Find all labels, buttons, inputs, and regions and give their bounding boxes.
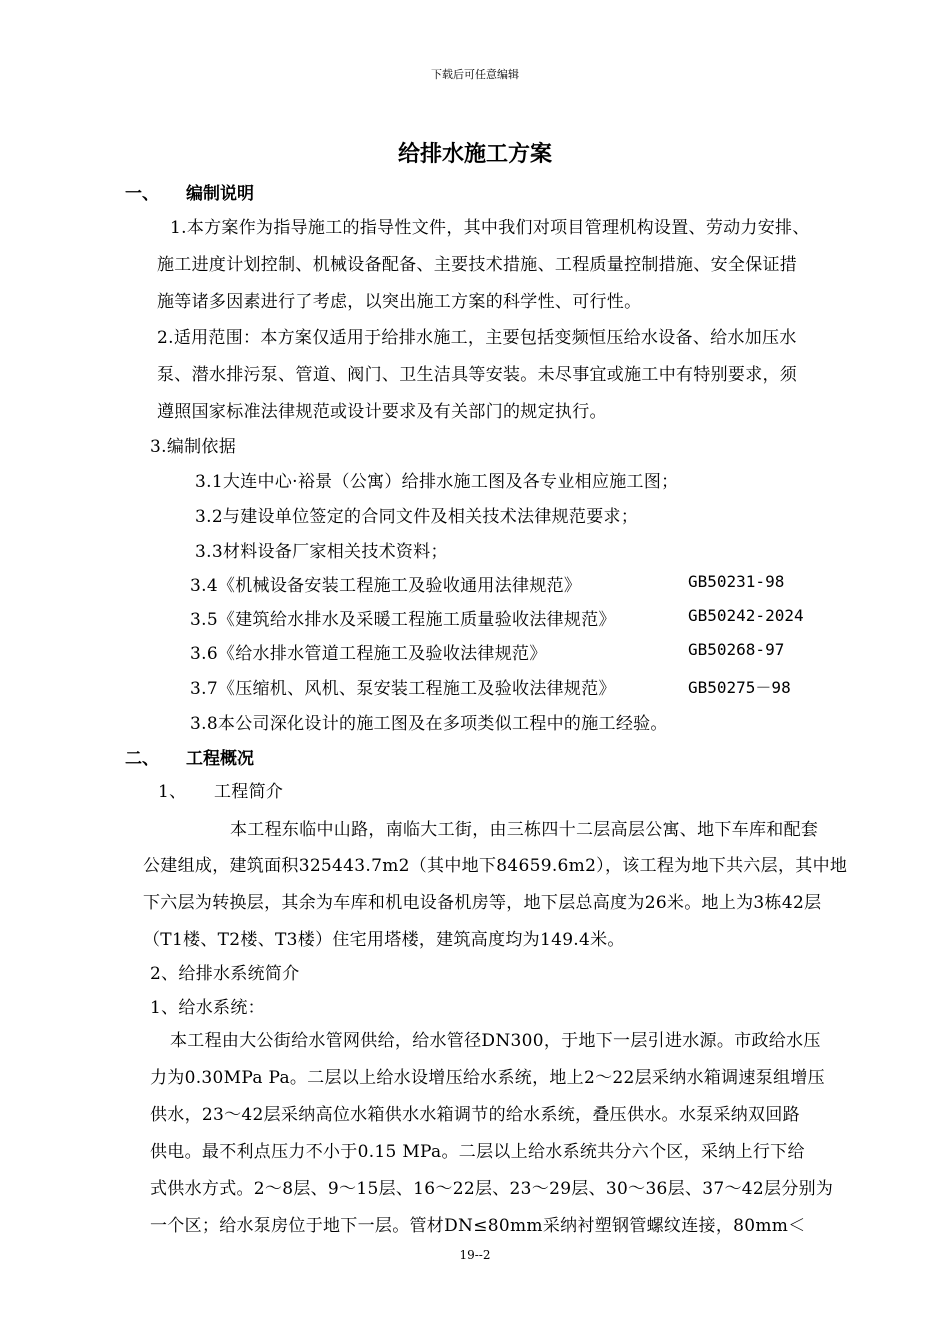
page-header: 下载后可任意编辑 [431, 68, 519, 81]
paragraph-1-line: 施工进度计划控制、机械设备配备、主要技术措施、工程质量控制措施、安全保证措 [157, 255, 798, 275]
paragraph-2-line: 2.适用范围：本方案仅适用于给排水施工，主要包括变频恒压给水设备、给水加压水 [157, 328, 797, 348]
overview-line: 本工程东临中山路，南临大工街，由三栋四十二层高层公寓、地下车库和配套 [230, 820, 819, 840]
paragraph-2-line: 遵照国家标准法律规范或设计要求及有关部门的规定执行。 [157, 402, 607, 422]
water-system-line: 力为0.30MPa Pa。二层以上给水设增压给水系统，地上2～22层采纳水箱调速泵组增压 [150, 1068, 825, 1088]
basis-item: 3.2与建设单位签定的合同文件及相关技术法律规范要求； [195, 507, 639, 527]
water-system-line: 一个区；给水泵房位于地下一层。管材DN≤80mm采纳衬塑钢管螺纹连接，80mm＜ [150, 1216, 806, 1236]
paragraph-1-line: 施等诸多因素进行了考虑，以突出施工方案的科学性、可行性。 [157, 292, 642, 312]
section-2-number: 二、 [125, 749, 159, 769]
page-number: 19--2 [459, 1248, 491, 1262]
overview-line: 公建组成，建筑面积325443.7m2（其中地下84659.6m2），该工程为地下共六层，其中地 [143, 856, 848, 876]
overview-line: （T1楼、T2楼、T3楼）住宅用塔楼，建筑高度均为149.4米。 [143, 930, 625, 950]
standard-code: GB50231-98 [688, 572, 785, 591]
document-title: 给排水施工方案 [397, 141, 552, 167]
basis-item: 3.1大连中心·裕景（公寓）给排水施工图及各专业相应施工图； [195, 472, 679, 492]
basis-item: 3.4《机械设备安装工程施工及验收通用法律规范》 [190, 576, 582, 596]
water-system-line: 式供水方式。2～8层、9～15层、16～22层、23～29层、30～36层、37～42层分别为 [150, 1179, 834, 1199]
subsection-1-number: 1、 [158, 782, 187, 802]
basis-heading: 3.编制依据 [150, 437, 237, 457]
subsection-2-title: 2、给排水系统简介 [150, 964, 300, 984]
basis-item: 3.3材料设备厂家相关技术资料； [195, 542, 448, 562]
standard-code: GB50275－98 [688, 678, 791, 697]
standard-code: GB50268-97 [688, 640, 785, 659]
subsection-3-title: 1、给水系统： [150, 998, 265, 1018]
paragraph-1-line: 1.本方案作为指导施工的指导性文件，其中我们对项目管理机构设置、劳动力安排、 [170, 218, 810, 238]
basis-item: 3.8本公司深化设计的施工图及在多项类似工程中的施工经验。 [190, 714, 668, 734]
water-system-line: 本工程由大公街给水管网供给，给水管径DN300，于地下一层引进水源。市政给水压 [170, 1031, 821, 1051]
basis-item: 3.5《建筑给水排水及采暖工程施工质量验收法律规范》 [190, 610, 616, 630]
basis-item: 3.6《给水排水管道工程施工及验收法律规范》 [190, 644, 547, 664]
section-2-title: 工程概况 [186, 749, 254, 769]
paragraph-2-line: 泵、潜水排污泵、管道、阀门、卫生洁具等安装。未尽事宜或施工中有特别要求，须 [157, 365, 798, 385]
water-system-line: 供水，23～42层采纳高位水箱供水水箱调节的给水系统，叠压供水。水泵采纳双回路 [150, 1105, 800, 1125]
subsection-1-title: 工程简介 [214, 782, 284, 802]
overview-line: 下六层为转换层，其余为车库和机电设备机房等，地下层总高度为26米。地上为3栋42层 [143, 893, 822, 913]
water-system-line: 供电。最不利点压力不小于0.15 MPa。二层以上给水系统共分六个区，采纳上行下给 [150, 1142, 805, 1162]
basis-item: 3.7《压缩机、风机、泵安装工程施工及验收法律规范》 [190, 679, 616, 699]
section-1-number: 一、 [125, 184, 159, 204]
standard-code: GB50242-2024 [688, 606, 804, 625]
section-1-title: 编制说明 [186, 184, 254, 204]
